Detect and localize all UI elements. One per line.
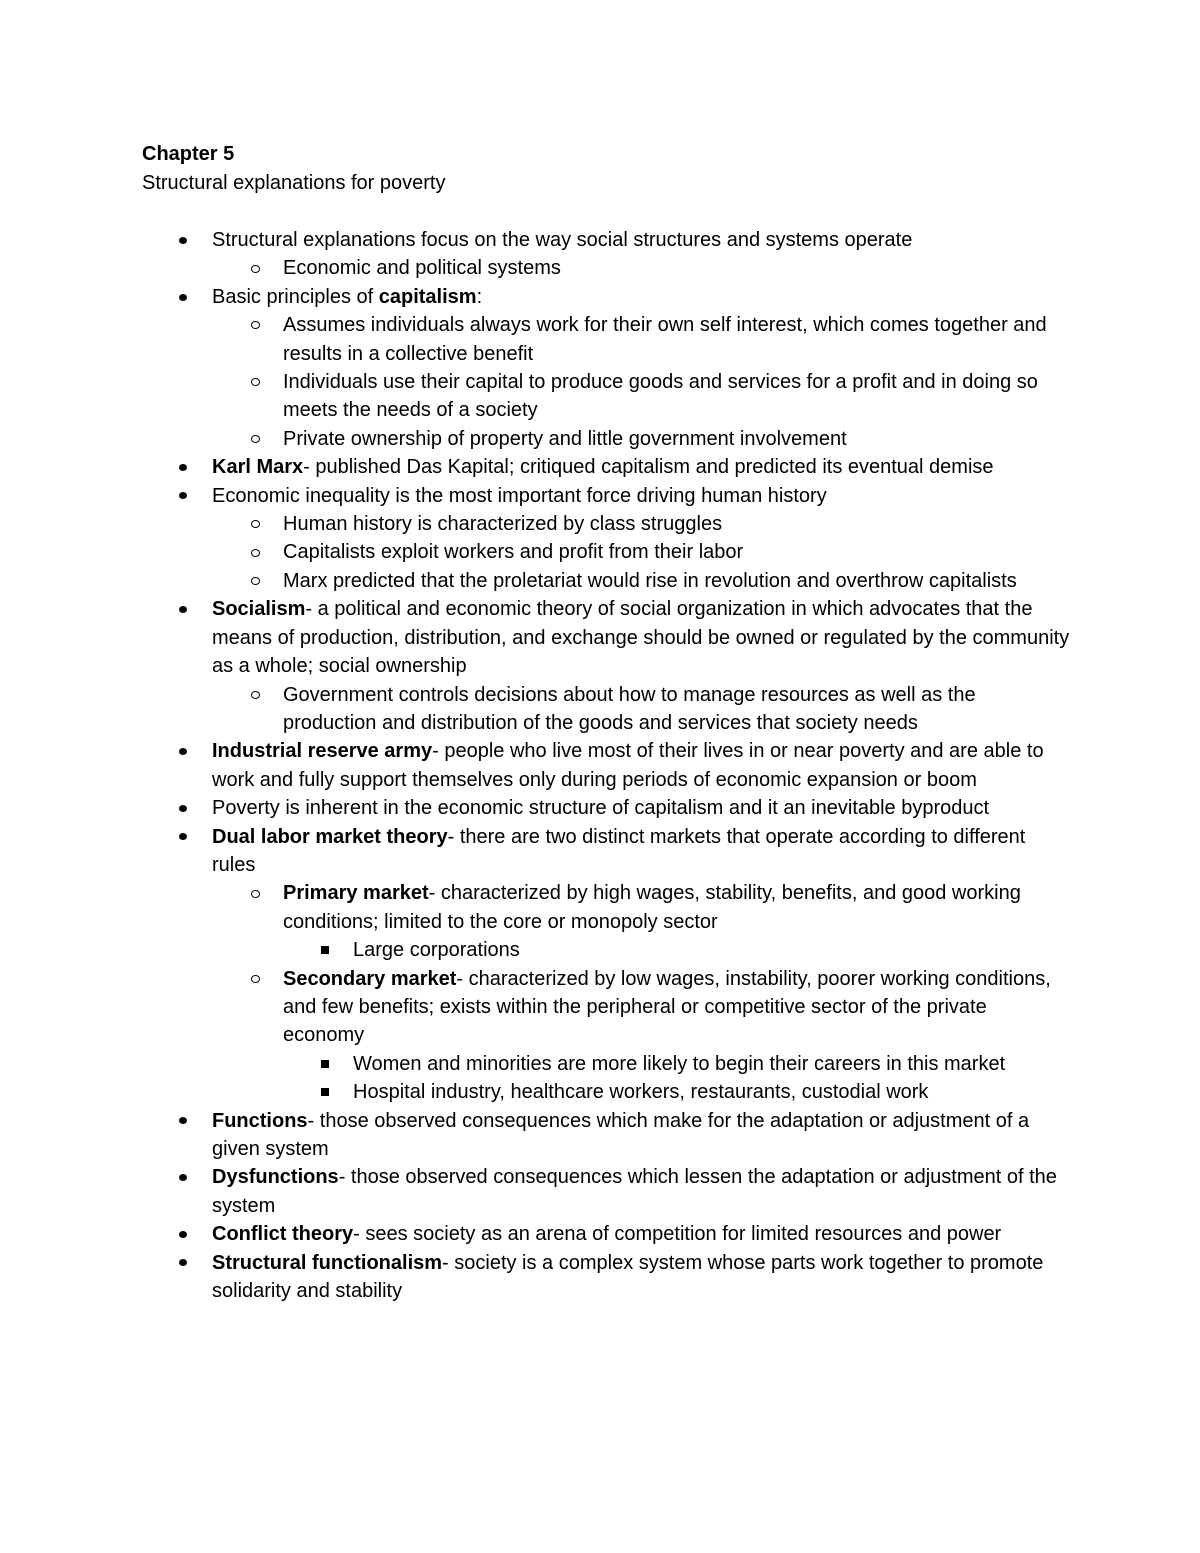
list-item [142,1078,1072,1106]
bullet-dot-icon [175,453,191,481]
item-body: Large corporations [353,939,520,962]
list-item-text [212,740,1044,790]
bullet-circle-icon [247,425,263,453]
item-body: - sees society as an arena of competition for limited resources and power [353,1223,1002,1246]
list-item-text [283,968,1051,1047]
list-item [142,567,1072,595]
key-term: Functions [212,1109,308,1132]
list-item [142,737,1072,794]
bullet-dot-icon [175,1107,191,1135]
item-body: Government controls decisions about how to manage resources as well as the production and distribution of the goods and services that society needs [283,683,976,734]
list-item [142,879,1072,936]
bullet-circle-icon [247,254,263,282]
list-item-text [353,939,520,961]
list-item [142,965,1072,1050]
item-body: - society is a complex system whose parts work together to promote solidarity and stability [212,1251,1044,1303]
list-item-text [212,229,912,251]
bullet-circle-icon [247,311,263,339]
item-body: Structural explanations focus on the way social structures and systems operate [212,229,913,251]
item-body: - those observed consequences which make for the adaptation or adjustment of a given system [212,1109,1030,1160]
bullet-dot-icon [175,226,191,254]
item-body: : [476,285,483,308]
item-body: Individuals use their capital to produce goods and services for a profit and in doing so meets the needs of a society [283,371,1038,422]
key-term: Dysfunctions [212,1166,339,1189]
key-term: Primary market [283,882,429,905]
bullet-dot-icon [175,737,191,765]
key-term: Structural functionalism [212,1251,443,1274]
item-body: Assumes individuals always work for their own self interest, which comes together and results in a collective benefit [283,314,1047,365]
list-item [142,1107,1072,1164]
bullet-dot-icon [175,1249,191,1277]
item-body: Economic inequality is the most important force driving human history [212,484,827,507]
list-item [142,311,1072,368]
bullet-circle-icon [247,681,263,709]
list-item [142,226,1072,254]
list-item-text [283,684,976,734]
key-term: Conflict theory [212,1223,354,1246]
bullet-circle-icon [247,567,263,595]
document-content [142,140,1072,1305]
list-item-text [212,826,1025,876]
list-item [142,794,1072,822]
list-item-text [353,1053,1005,1075]
item-body: - there are two distinct markets that operate according to different rules [212,825,1026,876]
list-item [142,283,1072,311]
bullet-square-icon [317,1078,333,1106]
item-body: - a political and economic theory of social organization in which advocates that the means of production, distribution, and exchange should be owned or regulated by the community as a whole; social ownership [212,598,1070,678]
list-item-text [283,257,561,279]
list-item [142,254,1072,282]
item-body: Women and minorities are more likely to begin their careers in this market [353,1052,1006,1075]
bullet-circle-icon [247,538,263,566]
list-item-text [212,286,482,308]
list-item-text [212,456,994,478]
list-item [142,453,1072,481]
item-body: - those observed consequences which lessen the adaptation or adjustment of the system [212,1166,1057,1217]
key-term: Socialism [212,598,306,621]
list-item [142,425,1072,453]
list-item [142,1249,1072,1306]
item-body: - characterized by high wages, stability, benefits, and good working conditions; limited to the core or monopoly sector [283,882,1021,933]
list-item-text [283,371,1038,421]
list-item [142,681,1072,738]
key-term: capitalism [378,285,477,308]
item-body: - published Das Kapital; critiqued capitalism and predicted its eventual demise [303,456,994,479]
item-body: Marx predicted that the proletariat would rise in revolution and overthrow capitalists [283,569,1017,592]
list-item-text [283,513,722,535]
bullet-square-icon [317,1050,333,1078]
item-body: Hospital industry, healthcare workers, restaurants, custodial work [353,1081,929,1104]
list-item-text [353,1081,928,1103]
key-term: Secondary market [283,967,457,990]
list-item [142,368,1072,425]
item-body: Private ownership of property and little government involvement [283,427,847,450]
bullet-dot-icon [175,1163,191,1191]
key-term: Dual labor market theory [212,825,448,848]
bullet-dot-icon [175,1220,191,1248]
item-body: Capitalists exploit workers and profit from their labor [283,541,744,564]
bullet-dot-icon [175,482,191,510]
section-subtitle: Structural explanations for poverty [142,172,446,194]
list-item [142,538,1072,566]
chapter-title: Chapter 5 [142,143,235,165]
bullet-circle-icon [247,510,263,538]
bullet-dot-icon [175,823,191,851]
list-item [142,595,1072,680]
list-item-text [212,1166,1057,1216]
bullet-list [142,226,1072,1305]
item-body: Human history is characterized by class struggles [283,513,723,536]
list-item [142,510,1072,538]
list-item-text [283,570,1017,592]
list-item-text [283,882,1021,932]
bullet-square-icon [317,936,333,964]
list-item-text [212,1252,1043,1302]
list-item [142,482,1072,510]
list-item-text [283,541,743,563]
bullet-circle-icon [247,965,263,993]
list-item-text [283,314,1047,364]
list-item-text [212,1223,1001,1245]
list-item-text [212,1110,1029,1160]
list-item-text [283,428,847,450]
list-item [142,1163,1072,1220]
item-prefix: Basic principles of [212,285,379,308]
bullet-dot-icon [175,283,191,311]
item-body: Poverty is inherent in the economic structure of capitalism and it an inevitable byproduct [212,797,990,820]
item-body: - people who live most of their lives in or near poverty and are able to work and fully support themselves only during periods of economic expansion or boom [212,740,1044,791]
bullet-dot-icon [175,595,191,623]
bullet-circle-icon [247,368,263,396]
bullet-circle-icon [247,879,263,907]
list-item [142,1050,1072,1078]
list-item [142,1220,1072,1248]
key-term: Industrial reserve army [212,740,433,763]
list-item [142,823,1072,880]
key-term: Karl Marx [212,456,304,479]
list-item [142,936,1072,964]
item-body: Economic and political systems [283,257,561,280]
list-item-text [212,598,1069,677]
item-body: - characterized by low wages, instability, poorer working conditions, and few benefits; exists within the peripheral or competitive sector of the private economy [283,967,1051,1047]
list-item-text [212,485,827,507]
list-item-text [212,797,989,819]
bullet-dot-icon [175,794,191,822]
